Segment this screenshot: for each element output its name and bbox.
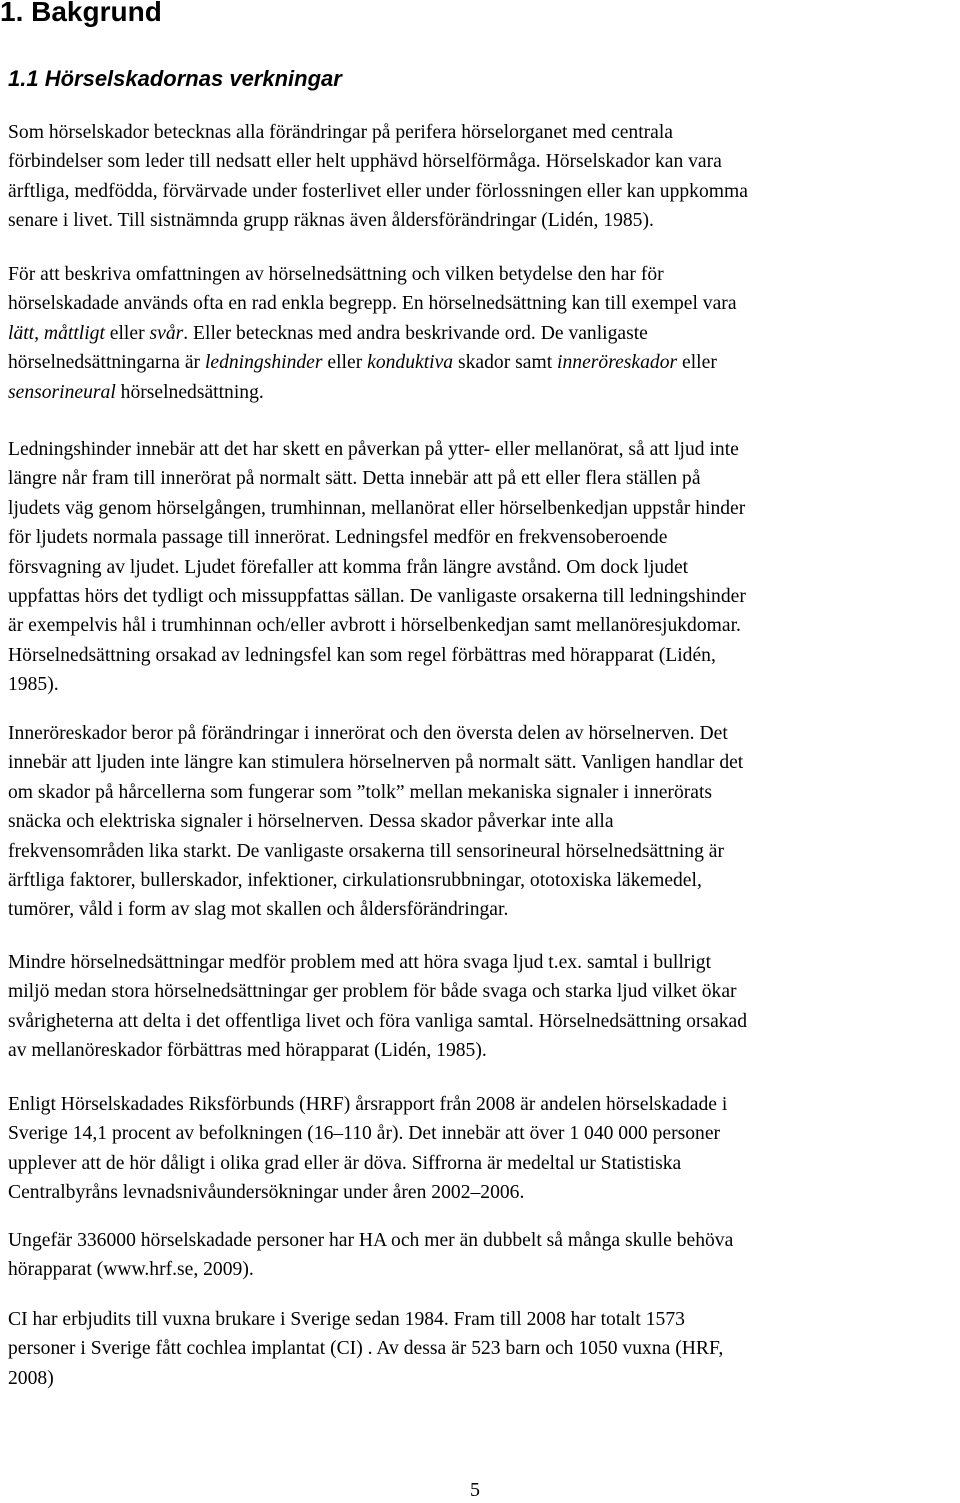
text-run: eller (677, 352, 717, 374)
text-line (8, 319, 956, 348)
term-italic: inneröreskador (557, 352, 678, 374)
text-line: innebär att ljuden inte längre kan stimulera hörselnerven på normalt sätt. Vanligen handlar det (8, 752, 744, 774)
text-run: skador samt (453, 352, 558, 374)
text-line: Hörselnedsättning orsakad av ledningsfel kan som regel förbättras med hörapparat (Lidén, (8, 644, 716, 666)
text-run: hörselnedsättning. (115, 381, 264, 403)
page-number: 5 (470, 1479, 480, 1501)
paragraph-mindre (8, 948, 956, 1066)
text-line: av mellanöreskador förbättras med hörapparat (Lidén, 1985). (8, 1040, 487, 1062)
paragraph-hrf (8, 1090, 956, 1208)
text-line: förbindelser som leder till nedsatt eller helt upphävd hörselförmåga. Hörselskador kan vara (8, 151, 722, 173)
paragraph-definition (8, 118, 956, 236)
text-line: Enligt Hörselskadades Riksförbunds (HRF) årsrapport från 2008 är andelen hörselskadade i (8, 1094, 728, 1115)
term-italic: ledningshinder (204, 352, 323, 374)
text-line: Sverige 14,1 procent av befolkningen (16–110 år). Det innebär att över 1 040 000 personer (8, 1123, 721, 1145)
chapter-heading: 1. Bakgrund (0, 0, 162, 27)
text-line: snäcka och elektriska signaler i hörselnerven. Dessa skador påverkar inte alla (8, 811, 614, 833)
paragraph-ledningshinder (8, 435, 956, 700)
text-line: längre når fram till innerörat på normalt sätt. Detta innebär att på ett eller flera ställen på (8, 468, 701, 490)
text-line: frekvensområden lika starkt. De vanligaste orsakerna till sensorineural hörselnedsättning är (8, 840, 725, 862)
text-line: Ungefär 336000 hörselskadade personer har HA och mer än dubbelt så många skulle behöva (8, 1230, 734, 1251)
text-run: . Eller betecknas med andra beskrivande ord. De vanligaste (183, 322, 648, 344)
text-line: uppfattas hörs det tydligt och missuppfattas sällan. De vanligaste orsakerna till ledningshinder (8, 586, 746, 608)
paragraph-terminology (8, 260, 956, 407)
text-line: svårigheterna att delta i det offentliga livet och föra vanliga samtal. Hörselnedsättning orsakad (8, 1010, 748, 1032)
term-italic: konduktiva (367, 352, 454, 374)
text-line: upplever att de hör dåligt i olika grad eller är döva. Siffrorna är medeltal ur Statistiska (8, 1152, 682, 1174)
text-line: Mindre hörselnedsättningar medför problem med att höra svaga ljud t.ex. samtal i bullrigt (8, 952, 712, 973)
text-line: CI har erbjudits till vuxna brukare i Sverige sedan 1984. Fram till 2008 har totalt 1573 (8, 1309, 685, 1330)
text-line: ljudets väg genom hörselgången, trumhinnan, mellanörat eller hörselbenkedjan uppstår hinder (8, 497, 746, 519)
term-italic: svår (149, 322, 184, 344)
text-line: för ljudets normala passage till innerörat. Ledningsfel medför en frekvensoberoende (8, 527, 668, 549)
text-line: Inneröreskador beror på förändringar i innerörat och den översta delen av hörselnerven. Det (8, 723, 728, 744)
section-heading: 1.1 Hörselskadornas verkningar (8, 66, 342, 91)
text-run: hörselnedsättningarna är (8, 352, 205, 374)
text-line: hörselskadade används ofta en rad enkla begrepp. En hörselnedsättning kan till exempel vara (8, 293, 737, 315)
paragraph-ci (8, 1305, 956, 1393)
text-line: miljö medan stora hörselnedsättningar ger problem för både svaga och starka ljud vilket ökar (8, 981, 737, 1003)
text-line: är exempelvis hål i trumhinnan och/eller avbrott i hörselbenkedjan samt mellanöresjukdomar. (8, 615, 741, 637)
text-line (8, 348, 956, 377)
paragraph-ha (8, 1226, 956, 1285)
text-run: eller (104, 322, 150, 344)
text-line: För att beskriva omfattningen av hörselnedsättning och vilken betydelse den har för (8, 264, 664, 285)
text-line: om skador på hårcellerna som fungerar som ”tolk” mellan mekaniska signaler i innerörats (8, 781, 713, 803)
text-line: tumörer, våld i form av slag mot skallen och åldersförändringar. (8, 899, 509, 921)
text-line: Ledningshinder innebär att det har skett en påverkan på ytter- eller mellanörat, så att ljud inte (8, 439, 739, 460)
text-line: senare i livet. Till sistnämnda grupp räknas även åldersförändringar (Lidén, 1985). (8, 210, 654, 232)
text-line: ärftliga faktorer, bullerskador, infektioner, cirkulationsrubbningar, ototoxiska läkemedel, (8, 870, 702, 892)
text-line: ärftliga, medfödda, förvärvade under fosterlivet eller under förlossningen eller kan uppkomma (8, 180, 748, 202)
text-line: 2008) (8, 1367, 54, 1389)
text-line: personer i Sverige fått cochlea implantat (CI) . Av dessa är 523 barn och 1050 vuxna (HRF, (8, 1338, 724, 1360)
term-italic: lätt, måttligt (8, 322, 105, 344)
text-line: Som hörselskador betecknas alla förändringar på perifera hörselorganet med centrala (8, 122, 674, 143)
text-line (8, 378, 956, 407)
text-line: 1985). (8, 674, 59, 696)
paragraph-inneroreskador (8, 719, 956, 925)
term-italic: sensorineural (8, 381, 116, 403)
text-run: eller (322, 352, 368, 374)
text-line: hörapparat (www.hrf.se, 2009). (8, 1259, 254, 1281)
text-line: försvagning av ljudet. Ljudet förefaller att komma från längre avstånd. Om dock ljudet (8, 556, 689, 578)
text-line: Centralbyråns levnadsnivåundersökningar under åren 2002–2006. (8, 1182, 525, 1204)
